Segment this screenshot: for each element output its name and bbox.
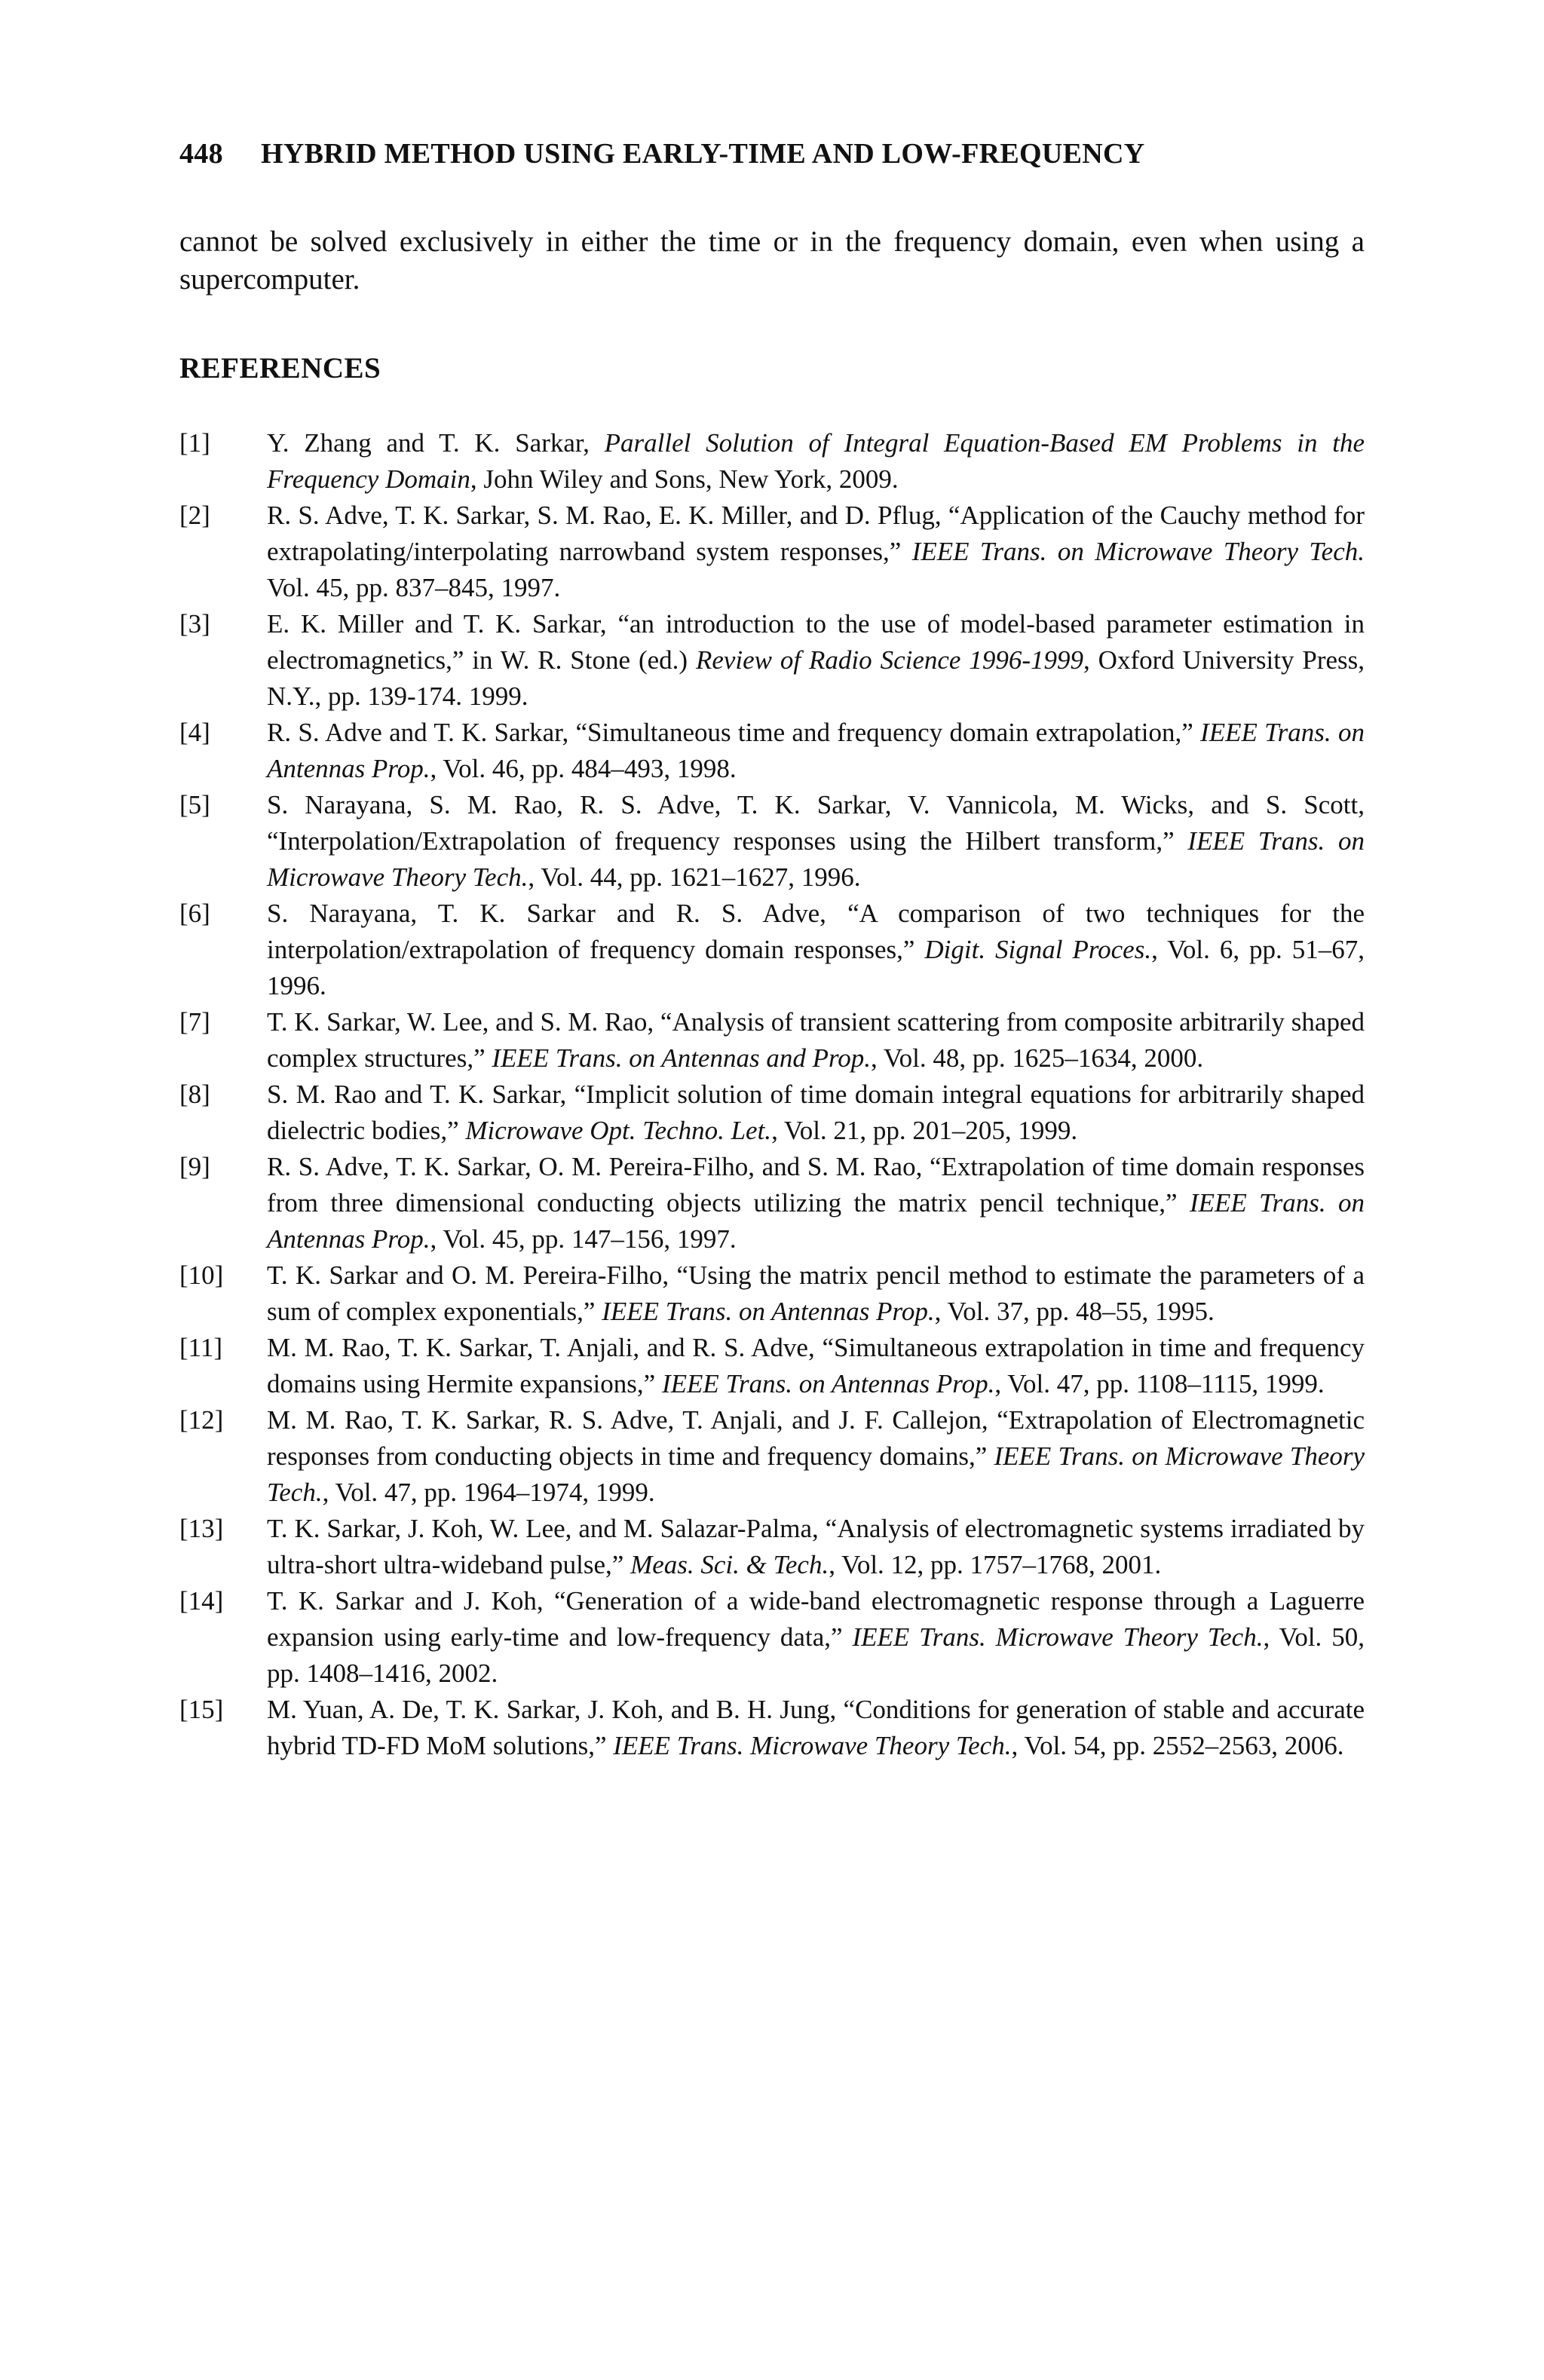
reference-text-segment: , Vol. 44, pp. 1621–1627, 1996. — [528, 862, 861, 892]
reference-number: [5] — [179, 790, 210, 819]
reference-item — [179, 425, 1365, 498]
reference-text — [267, 1257, 1365, 1330]
reference-text-segment: , Vol. 47, pp. 1108–1115, 1999. — [994, 1369, 1325, 1398]
reference-text-segment: , Vol. 48, pp. 1625–1634, 2000. — [871, 1043, 1204, 1073]
reference-text-segment: , Vol. 12, pp. 1757–1768, 2001. — [829, 1550, 1162, 1579]
reference-item — [179, 1330, 1365, 1402]
reference-item — [179, 715, 1365, 787]
reference-text — [267, 1692, 1365, 1764]
reference-item — [179, 1149, 1365, 1257]
reference-item — [179, 1257, 1365, 1330]
reference-number: [12] — [179, 1405, 224, 1435]
reference-text — [267, 1077, 1365, 1149]
reference-text-segment: , Vol. 50, pp. 1408–1416, 2002. — [267, 1622, 1365, 1688]
reference-text-segment: , John Wiley and Sons, New York, 2009. — [470, 464, 899, 494]
reference-number: [11] — [179, 1333, 223, 1362]
reference-text-segment: E. K. Miller and T. K. Sarkar, “an introduction to the use of model-based parameter estimation in electromagnetics,” in W. R. Stone (ed.) — [267, 609, 1365, 675]
reference-list — [179, 425, 1365, 1764]
reference-number: [9] — [179, 1152, 210, 1181]
reference-text — [267, 425, 1365, 498]
reference-item — [179, 1692, 1365, 1764]
reference-text-segment: M. M. Rao, T. K. Sarkar, T. Anjali, and R. S. Adve, “Simultaneous extrapolation in time and frequency domains using Hermite expansions,” — [267, 1333, 1365, 1398]
reference-text-segment: T. K. Sarkar, J. Koh, W. Lee, and M. Salazar-Palma, “Analysis of electromagnetic systems irradiated by ultra-short ultra-wideband pulse,” — [267, 1514, 1365, 1579]
reference-text-segment: , Vol. 37, pp. 48–55, 1995. — [934, 1297, 1215, 1326]
references-heading: REFERENCES — [179, 352, 381, 384]
reference-number: [10] — [179, 1260, 224, 1290]
reference-source-italic: IEEE Trans. on Microwave Theory Tech. — [911, 537, 1365, 566]
reference-text — [267, 896, 1365, 1004]
reference-number: [1] — [179, 428, 210, 458]
page-number: 448 — [179, 138, 223, 170]
reference-text — [267, 606, 1365, 715]
reference-source-italic: Microwave Opt. Techno. Let. — [465, 1116, 772, 1145]
reference-source-italic: IEEE Trans. on Antennas Prop. — [602, 1297, 935, 1326]
reference-text — [267, 498, 1365, 606]
reference-text — [267, 1004, 1365, 1077]
reference-item — [179, 498, 1365, 606]
reference-item — [179, 787, 1365, 896]
reference-text-segment: , Vol. 54, pp. 2552–2563, 2006. — [1011, 1731, 1344, 1760]
reference-text-segment: Y. Zhang and T. K. Sarkar, — [267, 428, 605, 458]
reference-item — [179, 1583, 1365, 1692]
reference-text — [267, 1511, 1365, 1583]
reference-text-segment: Vol. 45, pp. 837–845, 1997. — [267, 573, 561, 602]
reference-text — [267, 715, 1365, 787]
running-title: HYBRID METHOD USING EARLY-TIME AND LOW-FREQUENCY — [261, 138, 1145, 170]
reference-source-italic: Meas. Sci. & Tech. — [630, 1550, 829, 1579]
reference-source-italic: IEEE Trans. on Microwave Theory Tech. — [267, 826, 1365, 892]
reference-text-segment: R. S. Adve, T. K. Sarkar, S. M. Rao, E. K. Miller, and D. Pflug, “Application of the Cauchy method for extrapolating/interpolating narrowband system responses,” — [267, 501, 1365, 566]
reference-text-segment: , Oxford University Press, N.Y., pp. 139-174. 1999. — [267, 645, 1365, 711]
reference-item — [179, 1511, 1365, 1583]
reference-text-segment: M. Yuan, A. De, T. K. Sarkar, J. Koh, and B. H. Jung, “Conditions for generation of stable and accurate hybrid TD-FD MoM solutions,” — [267, 1695, 1365, 1760]
reference-text-segment: , Vol. 47, pp. 1964–1974, 1999. — [322, 1478, 655, 1507]
reference-text-segment: T. K. Sarkar, W. Lee, and S. M. Rao, “Analysis of transient scattering from composite arbitrarily shaped complex structures,” — [267, 1007, 1365, 1073]
reference-text-segment: M. M. Rao, T. K. Sarkar, R. S. Adve, T. Anjali, and J. F. Callejon, “Extrapolation of Electromagnetic responses from conducting objects in time and frequency domains,” — [267, 1405, 1365, 1471]
reference-text — [267, 787, 1365, 896]
reference-item — [179, 1004, 1365, 1077]
running-header — [179, 136, 1365, 172]
reference-source-italic: IEEE Trans. on Antennas Prop. — [267, 718, 1365, 783]
reference-text-segment: R. S. Adve and T. K. Sarkar, “Simultaneous time and frequency domain extrapolation,” — [267, 718, 1201, 747]
reference-text-segment: , Vol. 45, pp. 147–156, 1997. — [430, 1224, 737, 1254]
reference-number: [14] — [179, 1586, 224, 1616]
reference-text-segment: T. K. Sarkar and O. M. Pereira-Filho, “Using the matrix pencil method to estimate the parameters of a sum of complex exponentials,” — [267, 1260, 1365, 1326]
reference-number: [13] — [179, 1514, 224, 1543]
reference-text-segment: S. Narayana, S. M. Rao, R. S. Adve, T. K. Sarkar, V. Vannicola, M. Wicks, and S. Scott, “Interpolation/Extrapolation of frequency responses using the Hilbert transform,” — [267, 790, 1365, 856]
reference-number: [8] — [179, 1080, 210, 1109]
reference-number: [7] — [179, 1007, 210, 1037]
reference-item — [179, 896, 1365, 1004]
reference-number: [15] — [179, 1695, 224, 1724]
reference-source-italic: IEEE Trans. on Microwave Theory Tech. — [267, 1441, 1365, 1507]
reference-text — [267, 1149, 1365, 1257]
reference-source-italic: Parallel Solution of Integral Equation-Based EM Problems in the Frequency Domain — [267, 428, 1365, 494]
reference-text-segment: , Vol. 6, pp. 51–67, 1996. — [267, 935, 1365, 1000]
reference-text-segment: R. S. Adve, T. K. Sarkar, O. M. Pereira-Filho, and S. M. Rao, “Extrapolation of time domain responses from three dimensional conducting objects utilizing the matrix pencil technique,” — [267, 1152, 1365, 1218]
reference-source-italic: Review of Radio Science 1996-1999 — [695, 645, 1084, 675]
reference-text-segment: S. M. Rao and T. K. Sarkar, “Implicit solution of time domain integral equations for arbitrarily shaped dielectric bodies,” — [267, 1080, 1365, 1145]
reference-item — [179, 1077, 1365, 1149]
reference-text — [267, 1583, 1365, 1692]
reference-text — [267, 1402, 1365, 1511]
reference-text-segment: , Vol. 21, pp. 201–205, 1999. — [771, 1116, 1078, 1145]
intro-paragraph: cannot be solved exclusively in either the time or in the frequency domain, even when using a supercomputer. — [179, 225, 1365, 296]
reference-item — [179, 1402, 1365, 1511]
reference-text-segment: S. Narayana, T. K. Sarkar and R. S. Adve, “A comparison of two techniques for the interpolation/extrapolation of frequency domain responses,” — [267, 899, 1365, 964]
reference-number: [4] — [179, 718, 210, 747]
reference-source-italic: IEEE Trans. on Antennas Prop. — [661, 1369, 995, 1398]
reference-source-italic: IEEE Trans. on Antennas and Prop. — [492, 1043, 872, 1073]
reference-text — [267, 1330, 1365, 1402]
book-page — [179, 136, 1365, 1764]
reference-source-italic: IEEE Trans. Microwave Theory Tech. — [852, 1622, 1264, 1652]
reference-text-segment: T. K. Sarkar and J. Koh, “Generation of a wide-band electromagnetic response through a Laguerre expansion using early-time and low-frequency data,” — [267, 1586, 1365, 1652]
reference-source-italic: IEEE Trans. Microwave Theory Tech. — [613, 1731, 1012, 1760]
reference-source-italic: Digit. Signal Proces. — [924, 935, 1152, 964]
reference-source-italic: IEEE Trans. on Antennas Prop. — [267, 1188, 1365, 1254]
reference-number: [2] — [179, 501, 210, 530]
reference-number: [3] — [179, 609, 210, 639]
reference-item — [179, 606, 1365, 715]
reference-text-segment: , Vol. 46, pp. 484–493, 1998. — [430, 754, 737, 783]
reference-number: [6] — [179, 899, 210, 928]
